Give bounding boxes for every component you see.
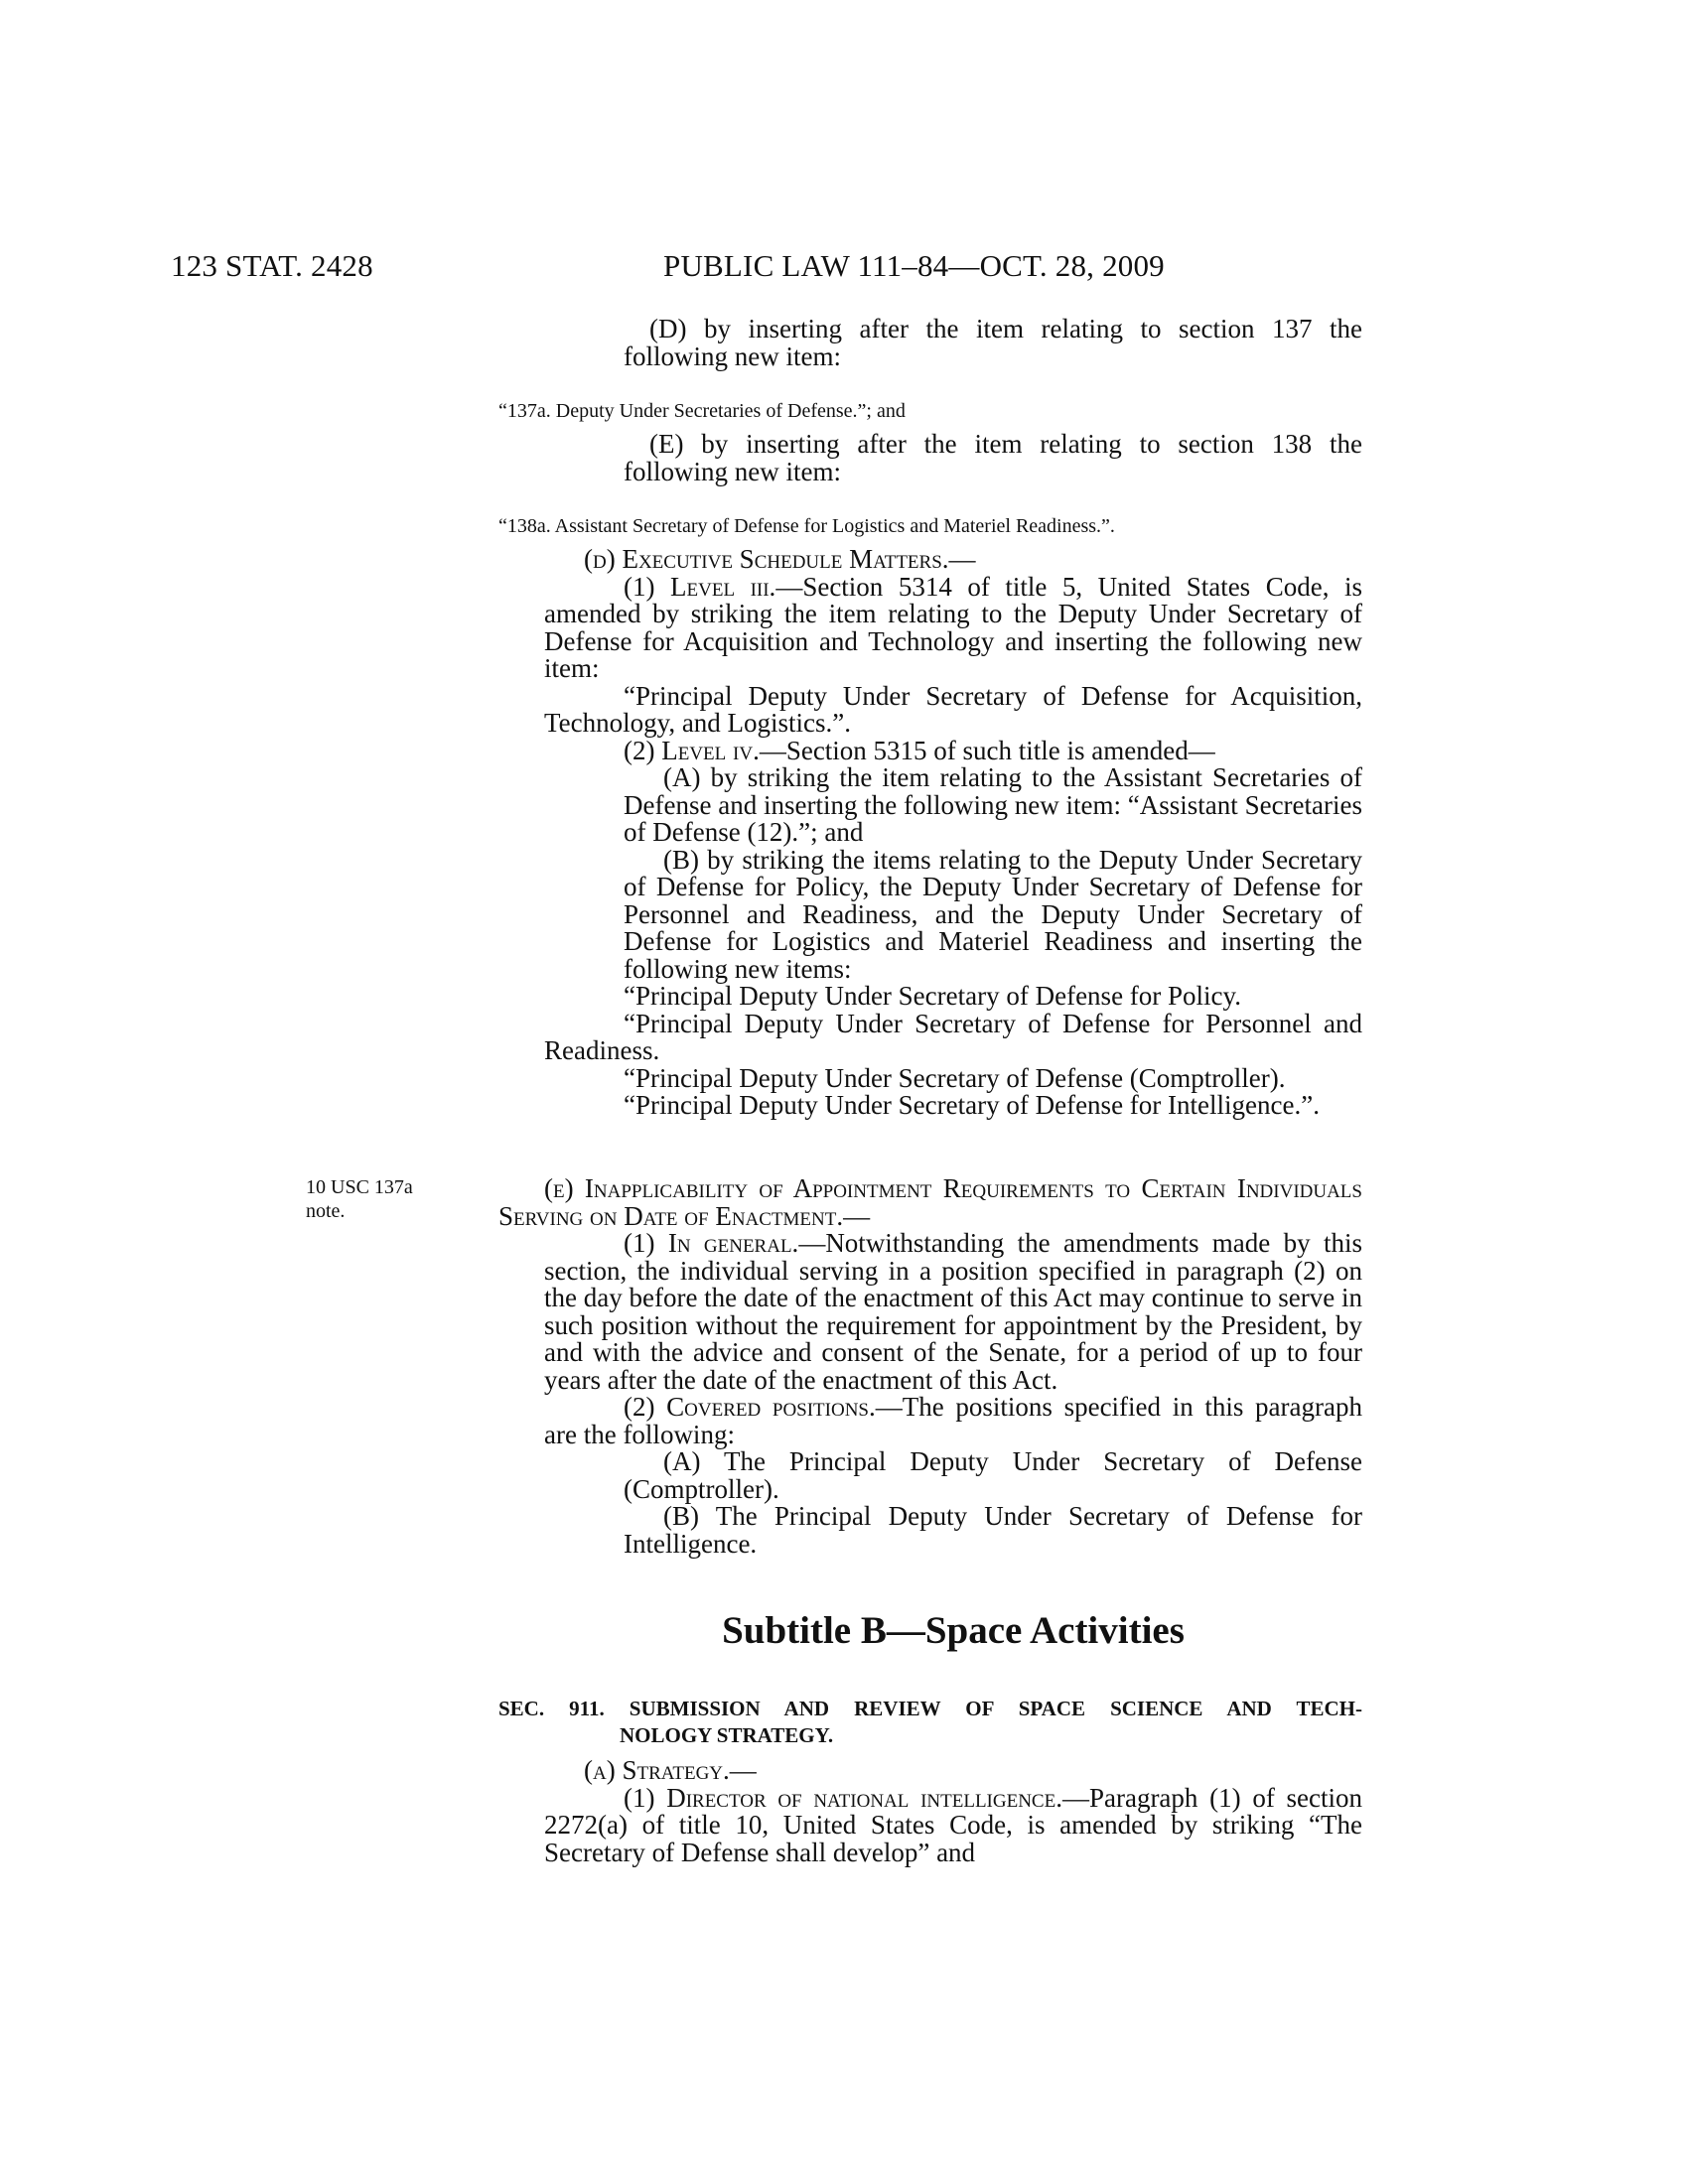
covered-position-b: (B) The Principal Deputy Under Secretary of Defense for Intelligence.	[624, 1501, 1362, 1559]
body-main	[544, 546, 1362, 1120]
body-e	[544, 431, 1362, 485]
level-4-text: —Section 5315 of such title is amended—	[759, 735, 1215, 765]
quote-comptroller: “Principal Deputy Under Secretary of Defense (Comptroller).	[624, 1062, 1286, 1093]
quote-intelligence: “Principal Deputy Under Secretary of Defense for Intelligence.”.	[624, 1090, 1320, 1120]
covered-position-a: (A) The Principal Deputy Under Secretary of Defense (Comptroller).	[624, 1446, 1362, 1504]
paragraph-in-general	[498, 1230, 1362, 1394]
paragraph-level-4	[544, 735, 1362, 765]
paragraph-d-item: (D) by inserting after the item relating to section 137 the following new item:	[624, 314, 1362, 371]
page-header-law: PUBLIC LAW 111–84—OCT. 28, 2009	[663, 248, 1165, 283]
dni-lead: (1) Director of national intelligence.	[624, 1782, 1062, 1813]
subsection-e-heading: (e) Inapplicability of Appointment Requirements to Certain Individuals Serving on Date of Enactment.—	[498, 1173, 1362, 1231]
section-heading-line: SEC. 911. SUBMISSION AND REVIEW OF SPACE SCIENCE AND TECH-	[498, 1697, 1362, 1720]
paragraph-e-item: (E) by inserting after the item relating to section 138 the following new item:	[624, 429, 1362, 486]
section-heading	[498, 1696, 1362, 1749]
paragraph-dni	[544, 1782, 1363, 1867]
dni-text: —Paragraph (1) of section 2272(a) of title 10, United States Code, is amended by striking “The Secretary of Defense shall develop” and	[544, 1782, 1363, 1867]
quote-policy: “Principal Deputy Under Secretary of Defense for Policy.	[624, 981, 1242, 1011]
in-general-lead: (1) In general.	[624, 1228, 799, 1258]
section-heading-line: NOLOGY STRATEGY.	[620, 1723, 834, 1747]
quote-137a: “137a. Deputy Under Secretaries of Defense.”; and	[498, 400, 906, 422]
body-top	[544, 316, 1362, 370]
body-strategy	[544, 1757, 1362, 1866]
quote-personnel: “Principal Deputy Under Secretary of Defense for Personnel and Readiness.	[544, 1008, 1362, 1065]
paragraph-level-3	[544, 571, 1362, 683]
quote-138a: “138a. Assistant Secretary of Defense for Logistics and Materiel Readiness.”.	[498, 515, 1115, 537]
level-3-lead: (1) Level iii.	[624, 571, 776, 602]
body-e-section	[498, 1175, 1362, 1558]
margin-note	[306, 1175, 413, 1223]
paragraph-level-4-b: (B) by striking the items relating to the Deputy Under Secretary of Defense for Policy, the Deputy Under Secretary of Defense for Personnel and Readiness, and the Deputy Under Secretary of Defense for Logistics and Materiel Readiness and inserting the following new items:	[624, 844, 1362, 984]
margin-note-line: 10 USC 137a	[306, 1176, 413, 1198]
quote-acquisition: “Principal Deputy Under Secretary of Defense for Acquisition, Technology, and Logistics.”.	[544, 680, 1362, 738]
covered-positions-text: —The positions specified in this paragraph are the following:	[544, 1392, 1362, 1449]
strategy-heading: (a) Strategy.—	[584, 1755, 757, 1785]
subtitle-heading: Subtitle B—Space Activities	[722, 1609, 1185, 1652]
level-3-text: —Section 5314 of title 5, United States Code, is amended by striking the item relating to the Deputy Under Secretary of Defense for Acquisition and Technology and inserting the following new item:	[544, 571, 1362, 683]
in-general-text: —Notwithstanding the amendments made by this section, the individual serving in a position specified in paragraph (2) on the day before the date of the enactment of this Act may continue to serve in such position without the requirement for appointment by the President, by and with the advice and consent of the Senate, for a period of up to four years after the date of the enactment of this Act.	[544, 1228, 1362, 1395]
margin-note-line: note.	[306, 1200, 346, 1222]
page-stat-citation: 123 STAT. 2428	[171, 248, 373, 283]
paragraph-level-4-a: (A) by striking the item relating to the Assistant Secretaries of Defense and inserting the following new item: “Assistant Secretaries of Defense (12).”; and	[624, 762, 1362, 847]
level-4-lead: (2) Level iv.	[624, 735, 760, 765]
paragraph-covered-positions	[498, 1394, 1362, 1448]
subsection-d-heading: (d) Executive Schedule Matters.—	[584, 544, 976, 574]
covered-positions-lead: (2) Covered positions.	[624, 1392, 876, 1422]
